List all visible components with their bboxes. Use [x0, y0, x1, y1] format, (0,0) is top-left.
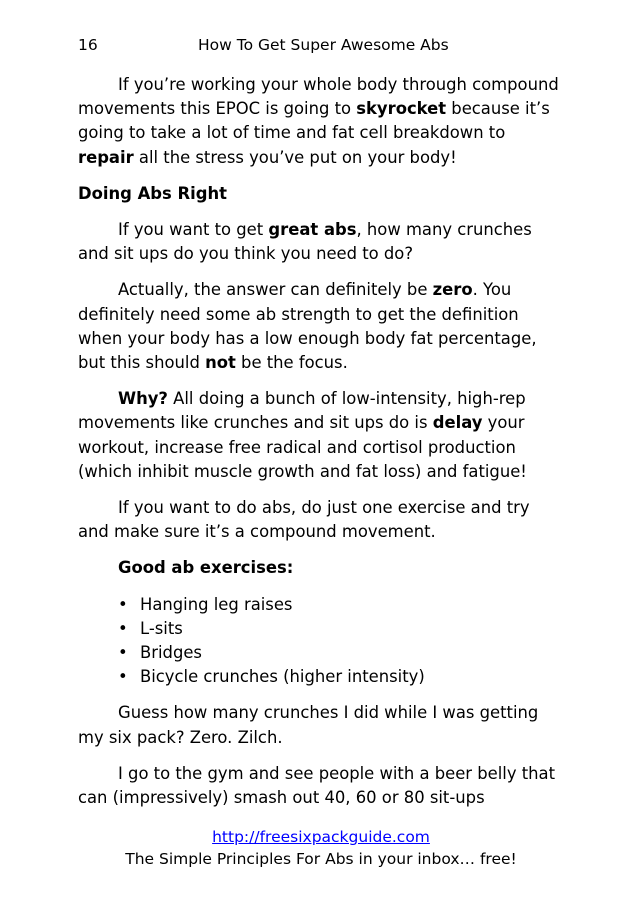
list-item — [78, 593, 564, 617]
list-item — [78, 641, 564, 665]
bullet-icon: • — [118, 643, 128, 663]
paragraph-why — [78, 387, 564, 484]
section-heading: Doing Abs Right — [78, 183, 227, 203]
bullet-icon: • — [118, 618, 128, 638]
paragraph-text: be the focus. — [235, 353, 348, 373]
list-item — [78, 617, 564, 641]
running-title: How To Get Super Awesome Abs — [198, 36, 449, 54]
page-number: 16 — [78, 36, 98, 54]
emphasis-skyrocket: skyrocket — [356, 99, 447, 119]
list-item-label: Hanging leg raises — [140, 594, 293, 614]
list-heading: Good ab exercises: — [118, 558, 294, 578]
paragraph-text: , how many crunches and sit ups do you think you need to do? — [78, 220, 532, 264]
paragraph-text: because it’s going to take a lot of time and fat cell breakdown to — [78, 99, 550, 143]
footer-link-line — [78, 826, 564, 848]
paragraph-text: If you’re working your whole body through compound movements this EPOC is going to — [78, 75, 559, 119]
paragraph-epoc — [78, 73, 564, 170]
paragraph-text: If you want to get — [118, 220, 269, 240]
page-header — [78, 36, 560, 60]
paragraph-text: all the stress you’ve put on your body! — [133, 147, 457, 167]
footer-link[interactable]: http://freesixpackguide.com — [212, 828, 430, 846]
body-text — [78, 73, 564, 822]
paragraph-text: . You definitely need some ab strength to get the definition when your body has a low enough body fat percentage, but this should — [78, 280, 537, 373]
paragraph-text: Actually, the answer can definitely be — [118, 280, 433, 300]
page-footer — [78, 826, 564, 870]
list-item-label: L-sits — [140, 618, 183, 638]
paragraph-zero-crunches: Guess how many crunches I did while I was getting my six pack? Zero. Zilch. — [78, 703, 539, 747]
paragraph-text: your workout, increase free radical and cortisol production (which inhibit muscle growth and fat loss) and fatigue! — [78, 413, 527, 481]
exercise-list — [78, 593, 564, 690]
emphasis-not: not — [205, 353, 236, 373]
emphasis-why: Why? — [118, 389, 168, 409]
paragraph-text: All doing a bunch of low-intensity, high-rep movements like crunches and sit ups do is — [78, 389, 526, 433]
emphasis-zero: zero — [432, 280, 473, 300]
paragraph-question — [78, 218, 564, 266]
emphasis-great-abs: great abs — [268, 220, 357, 240]
list-item-label: Bridges — [140, 643, 202, 663]
bullet-icon: • — [118, 594, 128, 614]
emphasis-repair: repair — [78, 147, 134, 167]
list-item — [78, 665, 564, 689]
paragraph-answer — [78, 278, 564, 375]
bullet-icon: • — [118, 667, 128, 687]
emphasis-delay: delay — [432, 413, 483, 433]
footer-tagline: The Simple Principles For Abs in your inbox… free! — [125, 850, 517, 868]
paragraph-gym: I go to the gym and see people with a beer belly that can (impressively) smash out 40, 60 or 80 sit-ups — [78, 763, 556, 808]
list-item-label: Bicycle crunches (higher intensity) — [140, 667, 425, 687]
paragraph-compound: If you want to do abs, do just one exercise and try and make sure it’s a compound movement. — [78, 498, 530, 542]
